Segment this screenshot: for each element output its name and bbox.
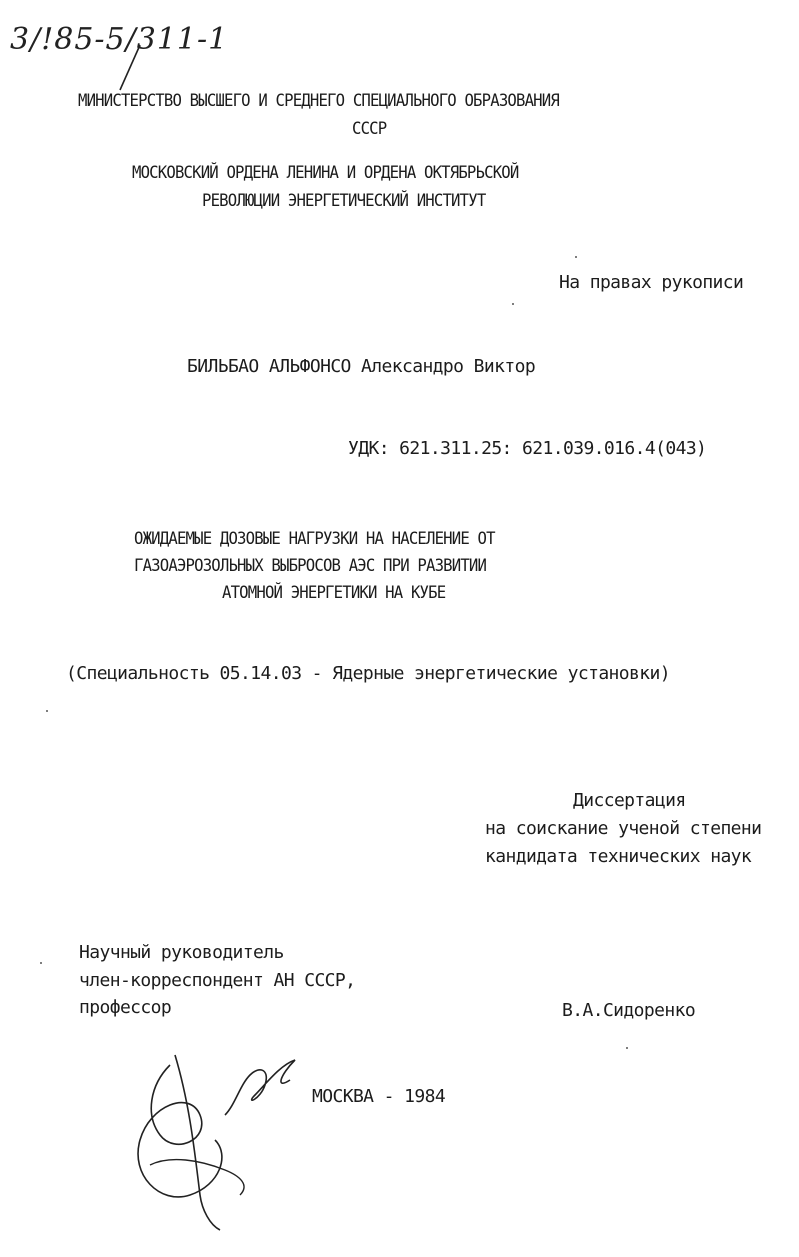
ministry-line-2: СССР	[352, 119, 387, 139]
udc-code: УДК: 621.311.25: 621.039.016.4(043)	[348, 438, 707, 459]
dissertation-line-1: Диссертация	[573, 790, 686, 811]
scan-speck	[46, 710, 48, 712]
specialty: (Специальность 05.14.03 - Ядерные энергетические установки)	[66, 663, 670, 684]
title-line-3: АТОМНОЙ ЭНЕРГЕТИКИ НА КУБЕ	[222, 583, 446, 603]
handwritten-signature	[130, 1045, 320, 1235]
dissertation-line-3: кандидата технических наук	[485, 846, 752, 867]
scan-speck	[626, 1047, 628, 1049]
title-line-2: ГАЗОАЭРОЗОЛЬНЫХ ВЫБРОСОВ АЭС ПРИ РАЗВИТИИ	[134, 556, 487, 576]
ministry-line-1: МИНИСТЕРСТВО ВЫСШЕГО И СРЕДНЕГО СПЕЦИАЛЬНОГО ОБРАЗОВАНИЯ	[78, 91, 559, 111]
dissertation-line-2: на соискание ученой степени	[485, 818, 762, 839]
institute-line-1: МОСКОВСКИЙ ОРДЕНА ЛЕНИНА И ОРДЕНА ОКТЯБРЬСКОЙ	[132, 163, 519, 183]
supervisor-name: В.А.Сидоренко	[562, 1000, 696, 1021]
scan-speck	[575, 256, 577, 258]
scan-speck	[40, 962, 42, 964]
scan-speck	[512, 303, 514, 305]
title-line-1: ОЖИДАЕМЫЕ ДОЗОВЫЕ НАГРУЗКИ НА НАСЕЛЕНИЕ ОТ	[134, 529, 495, 549]
institute-line-2: РЕВОЛЮЦИИ ЭНЕРГЕТИЧЕСКИЙ ИНСТИТУТ	[202, 191, 486, 211]
place-and-year: МОСКВА - 1984	[312, 1086, 446, 1107]
archive-handwritten-mark: 3/!85-5/311-1	[10, 22, 229, 57]
supervisor-line-2: член-корреспондент АН СССР,	[79, 970, 356, 991]
author-name: БИЛЬБАО АЛЬФОНСО Александро Виктор	[187, 356, 536, 377]
manuscript-rights: На правах рукописи	[559, 272, 744, 293]
supervisor-line-1: Научный руководитель	[79, 942, 284, 963]
supervisor-line-3: профессор	[79, 997, 172, 1018]
